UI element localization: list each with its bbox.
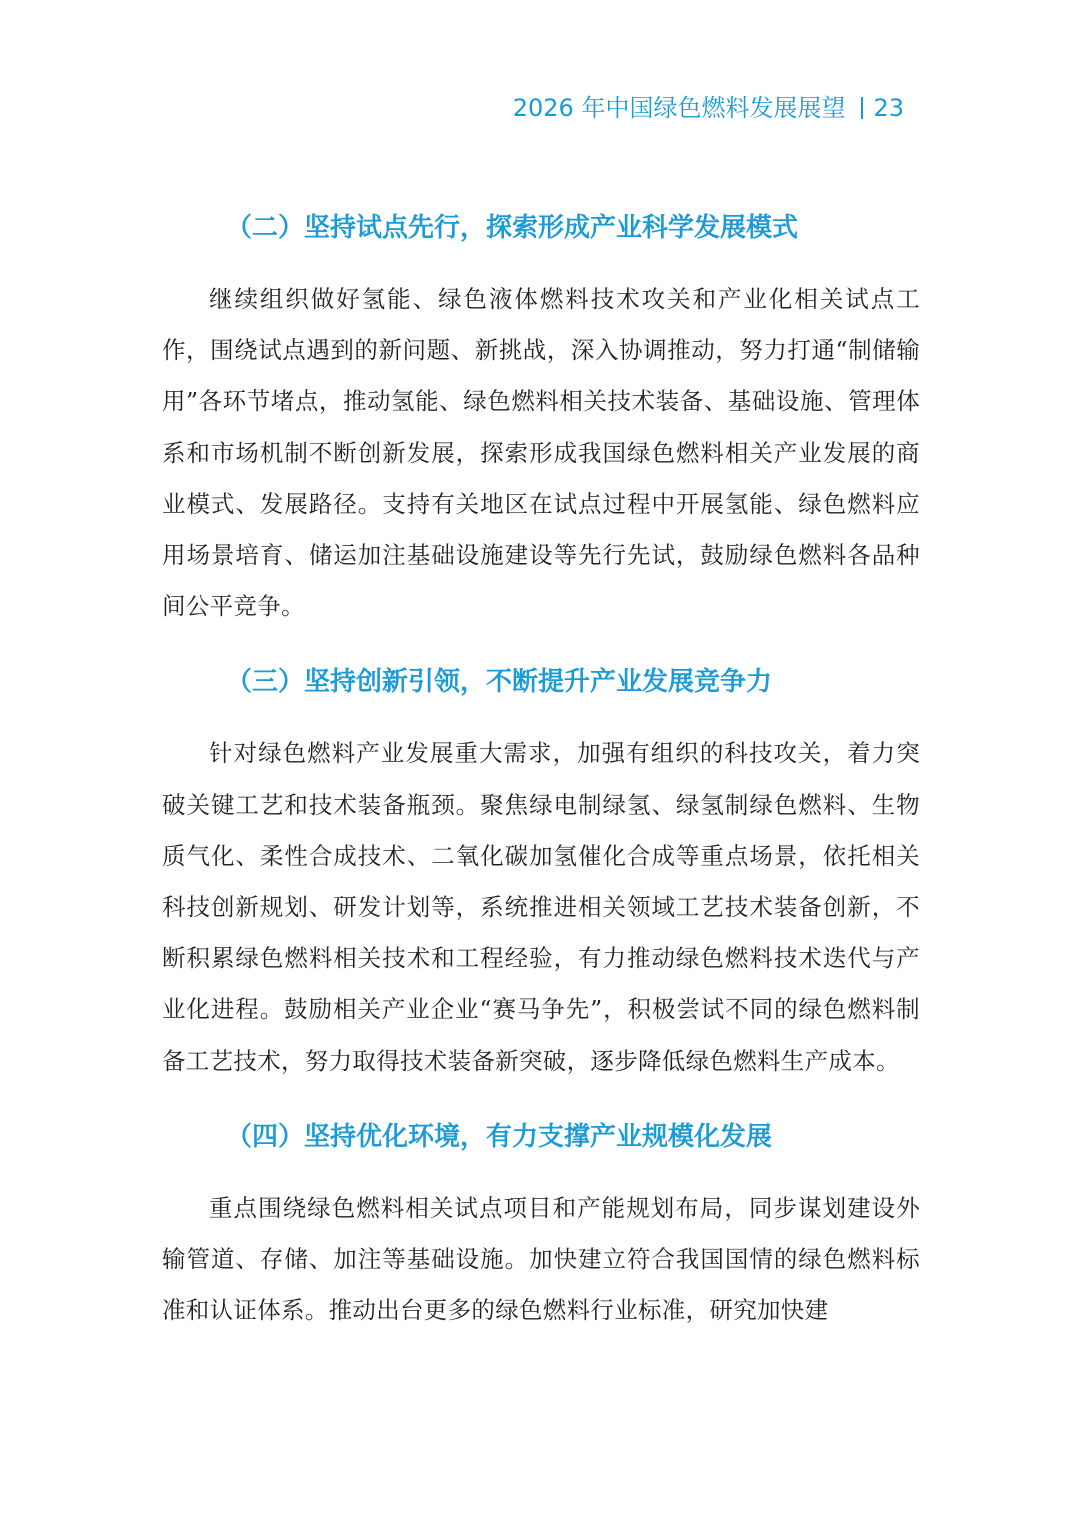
section-heading-2: （二）坚持试点先行，探索形成产业科学发展模式 bbox=[226, 213, 799, 243]
header-title: 2026 年中国绿色燃料发展展望 bbox=[512, 94, 846, 122]
section-paragraph-4: 重点围绕绿色燃料相关试点项目和产能规划布局，同步谋划建设外输管道、存储、加注等基础设施。加快建立符合我国国情的绿色燃料标准和认证体系。推动出台更多的绿色燃料行业标准，研究加快建 bbox=[162, 1193, 920, 1325]
section-paragraph-3: 针对绿色燃料产业发展重大需求，加强有组织的科技攻关，着力突破关键工艺和技术装备瓶颈。聚焦绿电制绿氢、绿氢制绿色燃料、生物质气化、柔性合成技术、二氧化碳加氢催化合成等重点场景，依托相关科技创新规划、研发计划等，系统推进相关领域工艺技术装备创新，不断积累绿色燃料相关技术和工程经验，有力推动绿色燃料技术迭代与产业化进程。鼓励相关产业企业“赛马争先”，积极尝试不同的绿色燃料制备工艺技术，努力取得技术装备新突破，逐步降低绿色燃料生产成本。 bbox=[162, 739, 920, 1075]
section-heading-4: （四）坚持优化环境，有力支撑产业规模化发展 bbox=[226, 1121, 773, 1152]
page-number: 23 bbox=[873, 94, 904, 122]
running-header bbox=[513, 88, 904, 128]
body-content bbox=[162, 200, 920, 1336]
section-heading-3: （三）坚持创新引领，不断提升产业发展竞争力 bbox=[226, 667, 773, 698]
header-separator bbox=[861, 97, 863, 119]
section-paragraph-2: 继续组织做好氢能、绿色液体燃料技术攻关和产业化相关试点工作，围绕试点遇到的新问题、新挑战，深入协调推动，努力打通“制储输用”各环节堵点，推动氢能、绿色燃料相关技术装备、基础设施、管理体系和市场机制不断创新发展，探索形成我国绿色燃料相关产业发展的商业模式、发展路径。支持有关地区在试点过程中开展氢能、绿色燃料应用场景培育、储运加注基础设施建设等先行先试，鼓励绿色燃料各品种间公平竞争。 bbox=[162, 285, 920, 621]
